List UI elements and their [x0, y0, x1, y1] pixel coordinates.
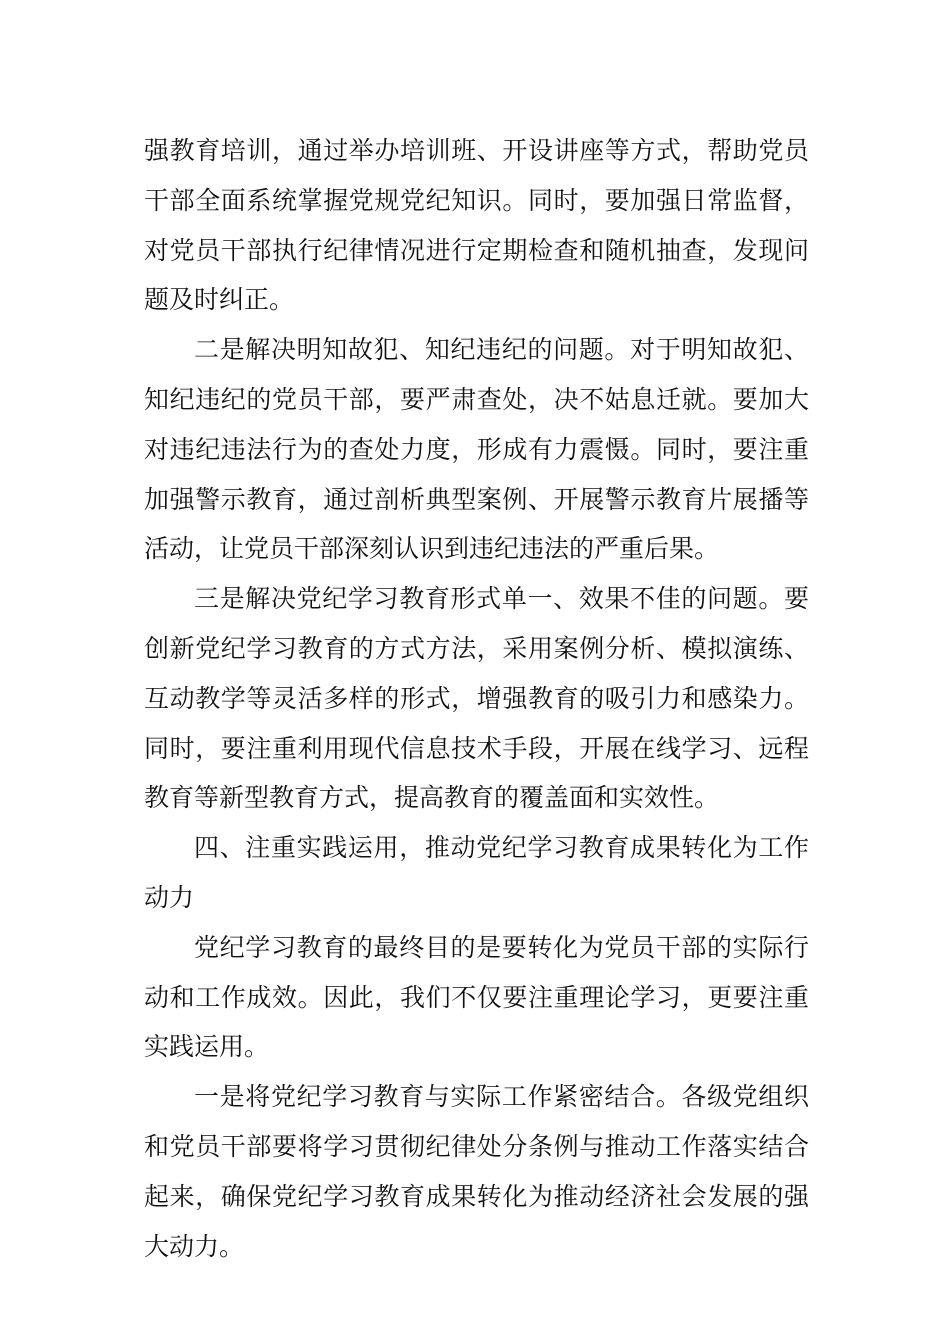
paragraph-continuation: 强教育培训，通过举办培训班、开设讲座等方式，帮助党员干部全面系统掌握党规党纪知识。同时，要加强日常监督，对党员干部执行纪律情况进行定期检查和随机抽查，发现问题及时纠正。 [144, 136, 809, 315]
paragraph-point-two: 二是解决明知故犯、知纪违纪的问题。对于明知故犯、知纪违纪的党员干部，要严肃查处，决不姑息迁就。要加大对违纪违法行为的查处力度，形成有力震慑。同时，要注重加强警示教育，通过剖析典型案例、开展警示教育片展播等活动，让党员干部深刻认识到违纪违法的严重后果。 [144, 335, 809, 564]
paragraph-point-three: 三是解决党纪学习教育形式单一、效果不佳的问题。要创新党纪学习教育的方式方法，采用案例分析、模拟演练、互动教学等灵活多样的形式，增强教育的吸引力和感染力。同时，要注重利用现代信息技术手段，开展在线学习、远程教育等新型教育方式，提高教育的覆盖面和实效性。 [144, 584, 809, 813]
paragraph-point-one: 一是将党纪学习教育与实际工作紧密结合。各级党组织和党员干部要将学习贯彻纪律处分条例与推动工作落实结合起来，确保党纪学习教育成果转化为推动经济社会发展的强大动力。 [144, 1082, 809, 1261]
section-heading-four: 四、注重实践运用，推动党纪学习教育成果转化为工作动力 [144, 833, 809, 912]
document-body [144, 126, 809, 1271]
paragraph-section-intro: 党纪学习教育的最终目的是要转化为党员干部的实际行动和工作成效。因此，我们不仅要注重理论学习，更要注重实践运用。 [144, 932, 809, 1062]
